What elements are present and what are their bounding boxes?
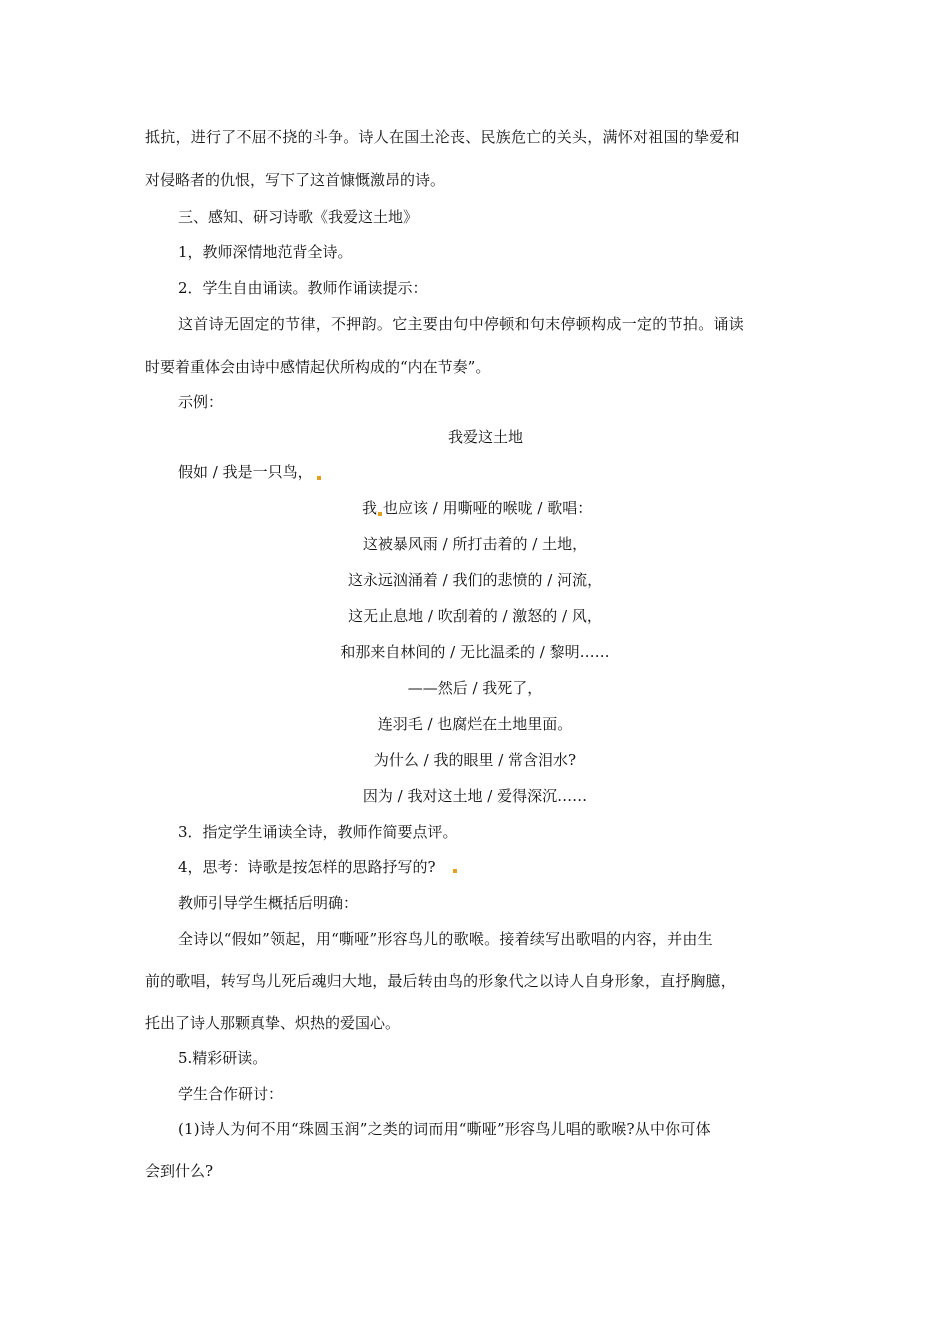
step-item: 3．指定学生诵读全诗，教师作简要点评。	[178, 823, 458, 841]
paragraph-line: 抵抗，进行了不屈不挠的斗争。诗人在国土沦丧、民族危亡的关头，满怀对祖国的挚爱和	[145, 128, 740, 146]
poem-line: 和那来自林间的 / 无比温柔的 / 黎明……	[340, 643, 610, 661]
paragraph-line: 对侵略者的仇恨，写下了这首慷慨激昂的诗。	[145, 171, 446, 189]
paragraph-line: 教师引导学生概括后明确：	[178, 894, 359, 912]
poem-line-text: 我	[362, 499, 378, 517]
paragraph-line: 时要着重体会由诗中感情起伏所构成的“内在节奏”。	[145, 358, 491, 376]
poem-line: 为什么 / 我的眼里 / 常含泪水?	[373, 751, 577, 769]
poem-line: 这永远汹涌着 / 我们的悲愤的 / 河流，	[347, 571, 603, 589]
poem-line: 连羽毛 / 也腐烂在土地里面。	[377, 715, 573, 733]
paragraph-line: 全诗以“假如”领起，用“嘶哑”形容鸟儿的歌喉。接着续写出歌唱的内容，并由生	[178, 930, 713, 948]
marker-dot	[453, 869, 457, 873]
step-item: 5.精彩研读。	[178, 1049, 268, 1067]
example-label: 示例：	[178, 393, 224, 411]
paragraph-line: 托出了诗人那颗真挚、炽热的爱国心。	[145, 1014, 401, 1032]
paragraph-line: 学生合作研讨：	[178, 1085, 284, 1103]
poem-line: ——然后 / 我死了，	[407, 679, 543, 697]
poem-line	[178, 462, 321, 482]
poem-line	[362, 498, 592, 518]
paragraph-line: 这首诗无固定的节律，不押韵。它主要由句中停顿和句末停顿构成一定的节拍。诵读	[178, 315, 745, 333]
step-item-text: 4，思考：诗歌是按怎样的思路抒写的?	[178, 858, 436, 876]
poem-line-text: 也应该 / 用嘶哑的喉咙 / 歌唱：	[383, 499, 593, 517]
step-item	[178, 857, 436, 877]
poem-line-text: 假如 / 我是一只鸟，	[178, 463, 313, 481]
poem-line: 这无止息地 / 吹刮着的 / 激怒的 / 风，	[348, 607, 602, 625]
step-item: 2．学生自由诵读。教师作诵读提示：	[178, 279, 428, 297]
poem-title: 我爱这土地	[448, 428, 524, 446]
question-line: (1)诗人为何不用“珠圆玉润”之类的词而用“嘶哑”形容鸟儿唱的歌喉?从中你可体	[178, 1120, 711, 1138]
question-line: 会到什么?	[145, 1162, 214, 1180]
marker-dot	[317, 476, 321, 480]
step-item: 1，教师深情地范背全诗。	[178, 243, 353, 261]
poem-line: 这被暴风雨 / 所打击着的 / 土地，	[362, 535, 588, 553]
paragraph-line: 前的歌唱，转写鸟儿死后魂归大地，最后转由鸟的形象代之以诗人自身形象，直抒胸臆，	[145, 972, 736, 990]
section-heading: 三、感知、研习诗歌《我爱这土地》	[178, 208, 419, 226]
poem-line: 因为 / 我对这土地 / 爱得深沉……	[362, 787, 588, 805]
marker-dot	[378, 512, 382, 516]
